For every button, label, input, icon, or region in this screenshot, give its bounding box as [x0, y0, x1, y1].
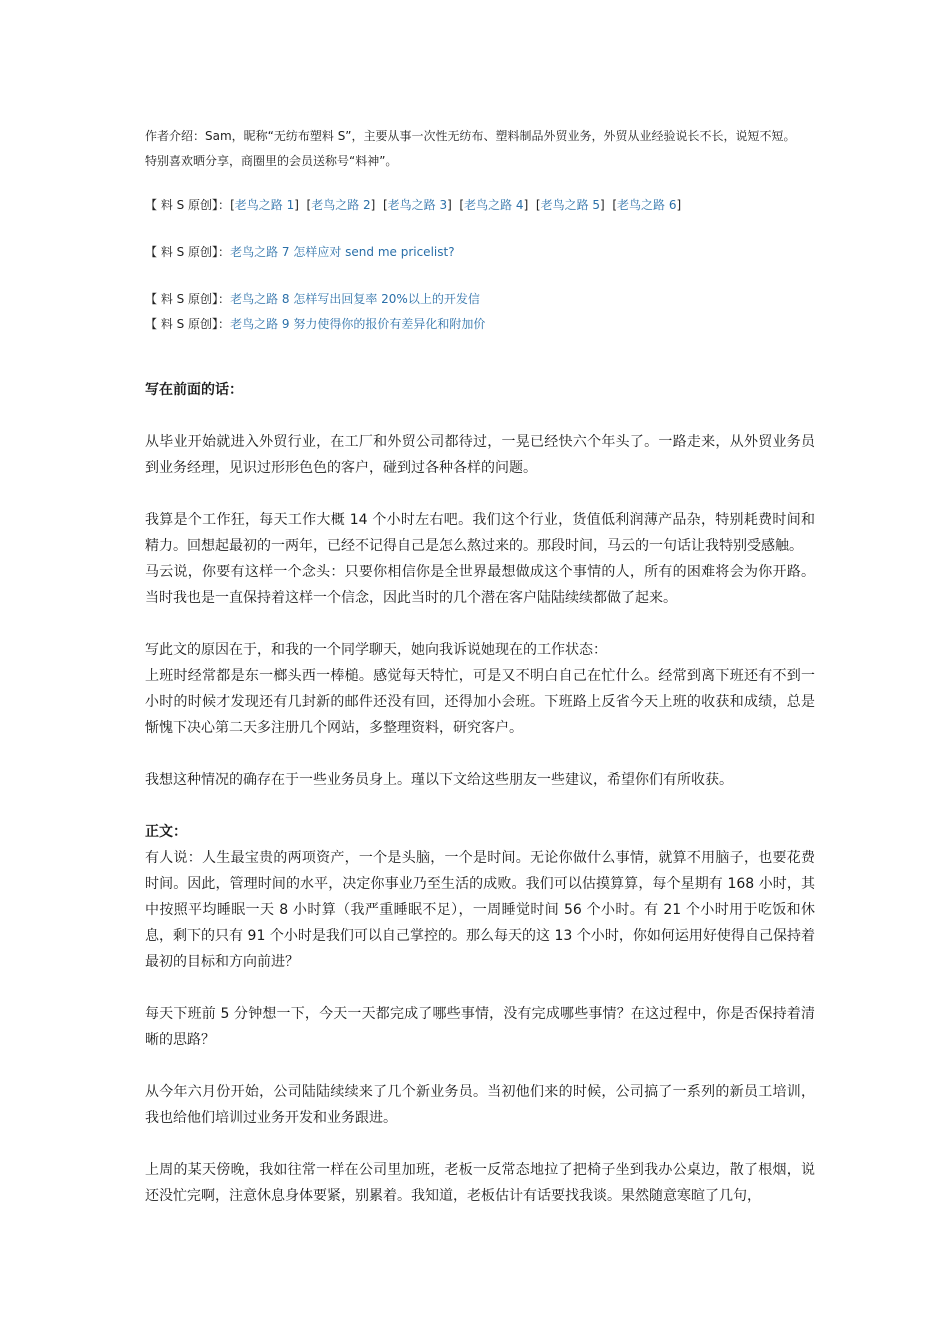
- series-link-1[interactable]: 老鸟之路 1: [234, 198, 295, 212]
- series-label: 【 料 S 原创】：: [145, 317, 231, 331]
- series-links-line: 【 料 S 原创】：[老鸟之路 1] [老鸟之路 2] [老鸟之路 3] [老鸟之路 4] [老鸟之路 5] [老鸟之路 6]: [145, 198, 682, 212]
- article-7-link[interactable]: 老鸟之路 7 怎样应对 send me pricelist?: [230, 245, 455, 259]
- series-link-6[interactable]: 老鸟之路 6: [617, 198, 677, 212]
- preface-paragraph-5: 上班时经常都是东一榔头西一棒槌。感觉每天特忙，可是又不明白自己在忙什么。经常到离下班还有不到一小时的时候才发现还有几封新的邮件还没有回，还得加小会班。下班路上反省今天上班的收获和成绩，总是惭愧下决心第二天多注册几个网站，多整理资料，研究客户。: [145, 668, 815, 736]
- preface-paragraph-2: 我算是个工作狂，每天工作大概 14 个小时左右吧。我们这个行业，货值低利润薄产品杂，特别耗费时间和精力。回想起最初的一两年，已经不记得自己是怎么熬过来的。那段时间，马云的一句话让我特别受感触。: [145, 512, 815, 554]
- article-7-line: [145, 240, 815, 265]
- author-intro-line-2: 特别喜欢晒分享，商圈里的会员送称号“料神”。: [145, 154, 398, 168]
- body-paragraph-3: 从今年六月份开始，公司陆陆续续来了几个新业务员。当初他们来的时候，公司搞了一系列的新员工培训，我也给他们培训过业务开发和业务跟进。: [145, 1084, 815, 1126]
- series-link-4[interactable]: 老鸟之路 4: [464, 198, 524, 212]
- author-intro: [145, 124, 815, 174]
- article-9-line: [145, 312, 815, 337]
- body-paragraph-1: 有人说：人生最宝贵的两项资产，一个是头脑，一个是时间。无论你做什么事情，就算不用脑子，也要花费时间。因此，管理时间的水平，决定你事业乃至生活的成败。我们可以估摸算算，每个星期有 168 小时，其中按照平均睡眠一天 8 小时算（我严重睡眠不足），一周睡觉时间 56 个小时。有 21 个小时用于吃饭和休息，剩下的只有 91 个小时是我们可以自己掌控的。那么每天的这 13 个小时，你如何运用好使得自己保持着最初的目标和方向前进？: [145, 850, 815, 970]
- document-page: [145, 124, 815, 1209]
- author-intro-line-1: 作者介绍：Sam，昵称“无纺布塑料 S”，主要从事一次性无纺布、塑料制品外贸业务，外贸从业经验说长不长，说短不短。: [145, 129, 796, 143]
- series-links: [145, 193, 815, 337]
- body-heading: 正文：: [145, 824, 187, 840]
- series-label: 【 料 S 原创】：: [145, 245, 231, 259]
- series-label: 【 料 S 原创】：: [145, 198, 231, 212]
- article-8-line: [145, 287, 815, 312]
- series-label: 【 料 S 原创】：: [145, 292, 231, 306]
- body-paragraph-4: 上周的某天傍晚，我如往常一样在公司里加班，老板一反常态地拉了把椅子坐到我办公桌边，散了根烟，说还没忙完啊，注意休息身体要紧，别累着。我知道，老板估计有话要找我谈。果然随意寒暄了几句，: [145, 1162, 815, 1204]
- article-9-link[interactable]: 老鸟之路 9 努力使得你的报价有差异化和附加价: [230, 317, 486, 331]
- preface-paragraph-4: 写此文的原因在于，和我的一个同学聊天，她向我诉说她现在的工作状态：: [145, 642, 607, 658]
- preface-paragraph-6: 我想这种情况的确存在于一些业务员身上。瑾以下文给这些朋友一些建议，希望你们有所收获。: [145, 772, 733, 788]
- series-link-5[interactable]: 老鸟之路 5: [540, 198, 601, 212]
- article-8-link[interactable]: 老鸟之路 8 怎样写出回复率 20%以上的开发信: [230, 292, 480, 306]
- preface-paragraph-1: 从毕业开始就进入外贸行业，在工厂和外贸公司都待过，一晃已经快六个年头了。一路走来，从外贸业务员到业务经理，见识过形形色色的客户，碰到过各种各样的问题。: [145, 434, 815, 476]
- body-paragraph-2: 每天下班前 5 分钟想一下，今天一天都完成了哪些事情，没有完成哪些事情？在这过程中，你是否保持着清晰的思路？: [145, 1006, 815, 1048]
- series-link-3[interactable]: 老鸟之路 3: [387, 198, 448, 212]
- preface-heading: 写在前面的话：: [145, 382, 243, 398]
- preface-paragraph-3: 马云说，你要有这样一个念头：只要你相信你是全世界最想做成这个事情的人，所有的困难将会为你开路。当时我也是一直保持着这样一个信念，因此当时的几个潜在客户陆陆续续都做了起来。: [145, 564, 815, 606]
- series-link-2[interactable]: 老鸟之路 2: [311, 198, 371, 212]
